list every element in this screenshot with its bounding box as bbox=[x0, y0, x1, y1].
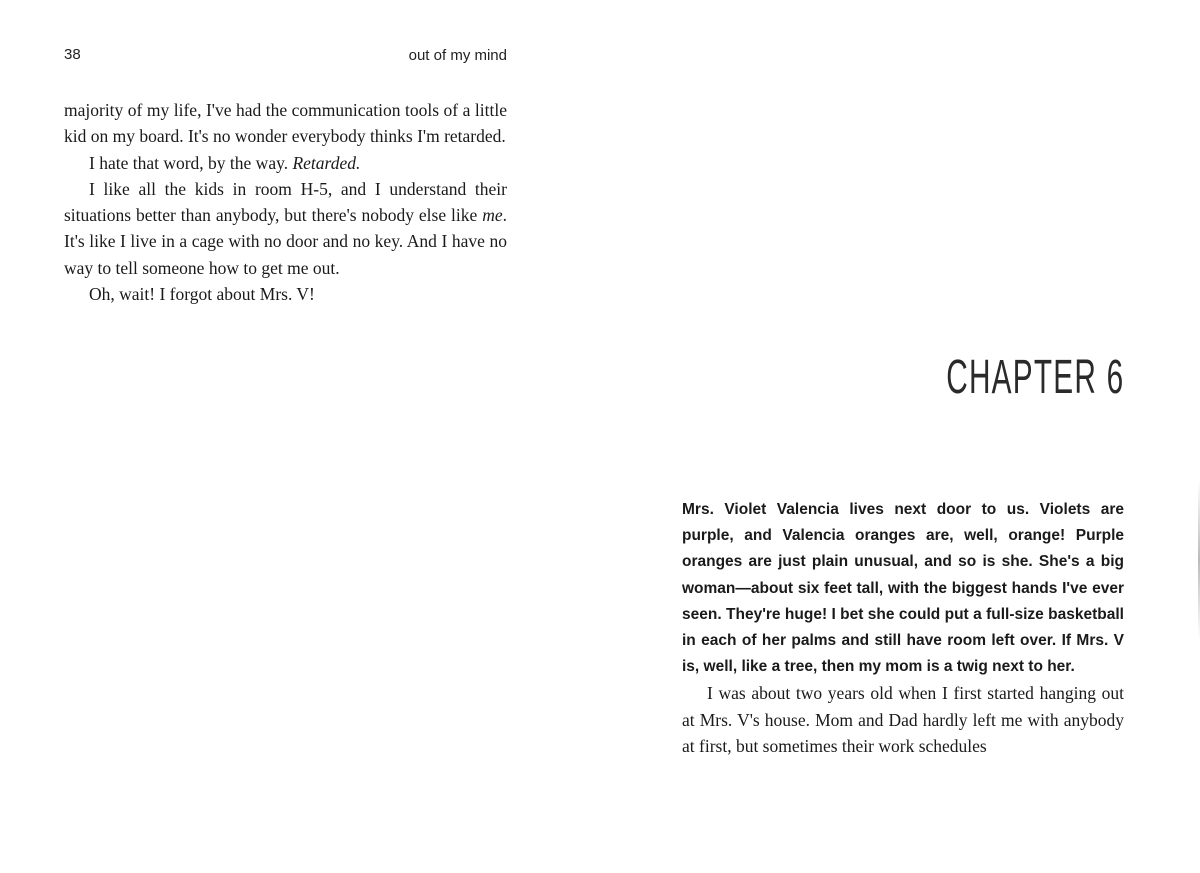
paragraph-4: Oh, wait! I forgot about Mrs. V! bbox=[89, 284, 315, 305]
chapter-title: CHAPTER 6 bbox=[945, 351, 1124, 404]
paragraph-2-italic: Retarded. bbox=[292, 152, 361, 173]
paragraph-3-after: . It's like I live in a cage with no door and no key. And I have no way to tell someone how to get me out. bbox=[64, 205, 507, 278]
paragraph-3-before: I like all the kids in room H-5, and I understand their situations better than anybody, but there's nobody else like bbox=[64, 178, 507, 226]
paragraph-3 bbox=[64, 176, 507, 281]
right-page-body bbox=[682, 497, 1124, 759]
second-paragraph: I was about two years old when I first started hanging out at Mrs. V's house. Mom and Dad hardly left me with anybody at first, but sometimes their work schedules bbox=[682, 683, 1124, 757]
paragraph-2-text: I hate that word, by the way. bbox=[89, 152, 293, 173]
left-page-body bbox=[64, 97, 507, 307]
paragraph-2 bbox=[64, 150, 507, 176]
paragraph-3-italic: me bbox=[482, 205, 503, 226]
opening-paragraph: Mrs. Violet Valencia lives next door to us. Violets are purple, and Valencia oranges are, well, orange! Purple oranges are just plain unusual, and so is she. She's a big woman—about six feet tall, with the biggest hands I've ever seen. They're huge! I bet she could put a full-size basketball in each of her palms and still have room left over. If Mrs. V is, well, like a tree, then my mom is a twig next to her. bbox=[682, 501, 1124, 676]
page-number: 38 bbox=[64, 46, 81, 63]
right-page bbox=[600, 0, 1200, 873]
paragraph-1: majority of my life, I've had the communication tools of a little kid on my board. It's no wonder everybody thinks I'm retarded. bbox=[64, 100, 507, 147]
running-head: out of my mind bbox=[408, 47, 507, 64]
